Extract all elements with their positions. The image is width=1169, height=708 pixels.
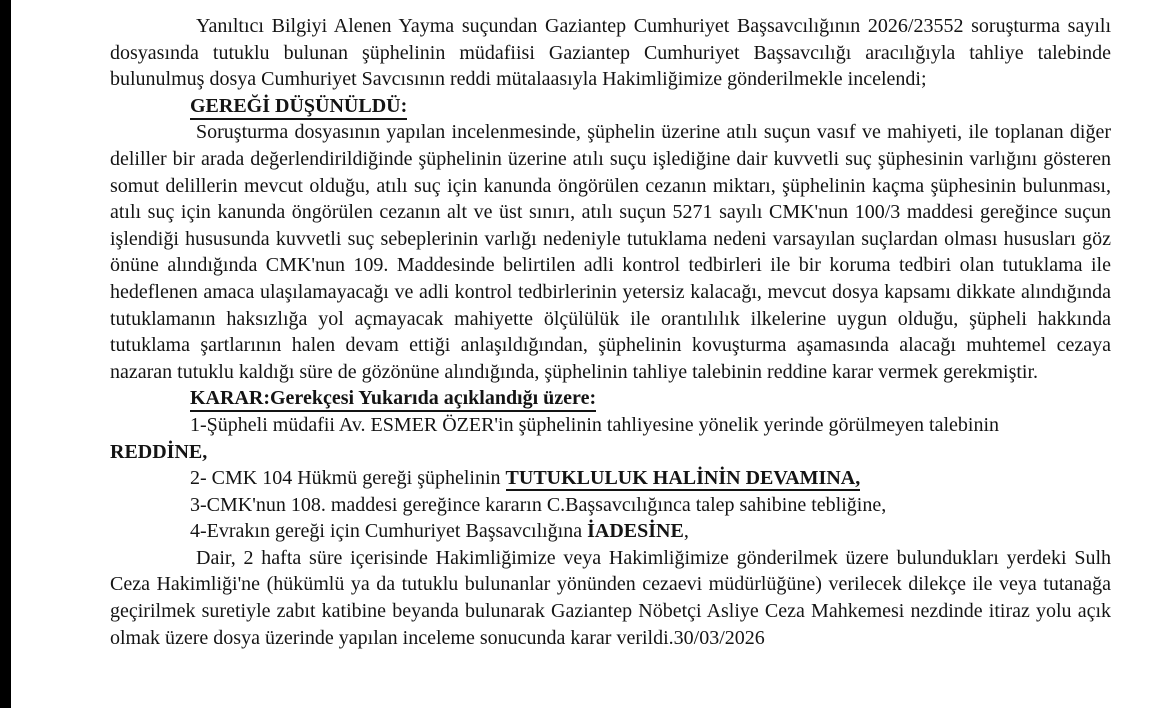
karar-heading	[110, 385, 1111, 412]
decision-item-1-emphasis-line	[110, 439, 1111, 466]
geregi-dusunuldu-heading	[110, 93, 1111, 120]
decision-item-1	[110, 412, 1111, 439]
iadesine-emphasis-text: İADESİNE	[587, 520, 684, 543]
closing-paragraph: Dair, 2 hafta süre içerisinde Hakimliğimize veya Hakimliğimize gönderilmek üzere bulundukları yerdeki Sulh Ceza Hakimliği'ne (hükümlü ya da tutuklu bulunanlar yönünden cezaevi müdürlüğüne) verilecek dilekçe ile veya tutanağa geçirilmek suretiyle zabıt katibine beyanda bulunarak Gaziantep Nöbetçi Asliye Ceza Mahkemesi nezdinde itiraz yolu açık olmak üzere dosya üzerinde yapılan inceleme sonucunda karar verildi.30/03/2026	[110, 546, 1111, 649]
decision-item-4-text: 4-Evrakın gereği için Cumhuriyet Başsavcılığına	[190, 520, 588, 543]
reddine-emphasis-text: REDDİNE,	[110, 440, 208, 463]
karar-heading-text: KARAR:Gerekçesi Yukarıda açıklandığı üzere:	[190, 387, 596, 412]
scan-left-edge-bar	[0, 0, 11, 708]
geregi-dusunuldu-heading-text: GEREĞİ DÜŞÜNÜLDÜ:	[190, 95, 407, 120]
tutukluluk-devamina-emphasis-text: TUTUKLULUK HALİNİN DEVAMINA,	[505, 467, 861, 490]
assessment-paragraph: Soruşturma dosyasının yapılan incelenmesinde, şüphelin üzerine atılı suçun vasıf ve mahiyeti, ile toplanan diğer deliller bir arada değerlendirildiğinde şüphelinin üzerine atılı suçu işlediğine dair kuvvetli suç şüphesinin varlığını gösteren somut delillerin mevcut olduğu, atılı suç için kanunda öngörülen cezanın miktarı, şüphelinin kaçma şüphesinin bulunması, atılı suç için kanunda öngörülen cezanın alt ve üst sınırı, atılı suçun 5271 sayılı CMK'nun 100/3 maddesi gereğince suçun işlendiği hususunda kuvvetli suç sebeplerinin varlığı nedeniyle tutuklama nedeni varsayılan suçlardan olması hususları göz önüne alındığında CMK'nun 109. Maddesinde belirtilen adli kontrol tedbirleri ile bir koruma tedbiri olan tutuklama ile hedeflenen amaca ulaşılamayacağı ve adli kontrol tedbirlerinin yetersiz kalacağı, mevcut dosya kapsamı dikkate alındığında tutuklamanın haksızlığa yol açmayacak mahiyette ölçülülük ile orantılılık ilkelerine uygun olduğu, şüpheli hakkında tutuklama şartlarının halen devam ettiği anlaşıldığından, şüphelinin kovuşturma aşamasında alacağı muhtemel cezaya nazaran tutuklu kaldığı süre de gözönüne alındığında, şüphelinin tahliye talebinin reddine karar vermek gerekmiştir.	[110, 121, 1111, 383]
decision-item-3	[110, 492, 1111, 519]
decision-item-3-text: 3-CMK'nun 108. maddesi gereğince kararın C.Başsavcılığınca talep sahibine tebliğine,	[190, 493, 887, 516]
decision-item-2-text: 2- CMK 104 Hükmü gereği şüphelinin	[190, 467, 506, 490]
decision-item-4-suffix: ,	[683, 520, 689, 543]
intro-paragraph: Yanıltıcı Bilgiyi Alenen Yayma suçundan Gaziantep Cumhuriyet Başsavcılığının 2026/23552 soruşturma sayılı dosyasında tutuklu bulunan şüphelinin müdafiisi Gaziantep Cumhuriyet Başsavcılığı aracılığıyla tahliye talebinde bulunulmuş dosya Cumhuriyet Savcısının reddi mütalaasıyla Hakimliğimize gönderilmekle incelendi;	[110, 15, 1111, 91]
decision-item-4	[110, 518, 1111, 545]
decision-item-2	[110, 465, 1111, 492]
decision-item-1-text: 1-Şüpheli müdafii Av. ESMER ÖZER'in şüphelinin tahliyesine yönelik yerinde görülmeyen talebinin	[190, 413, 1000, 436]
court-decision-document	[110, 13, 1111, 651]
